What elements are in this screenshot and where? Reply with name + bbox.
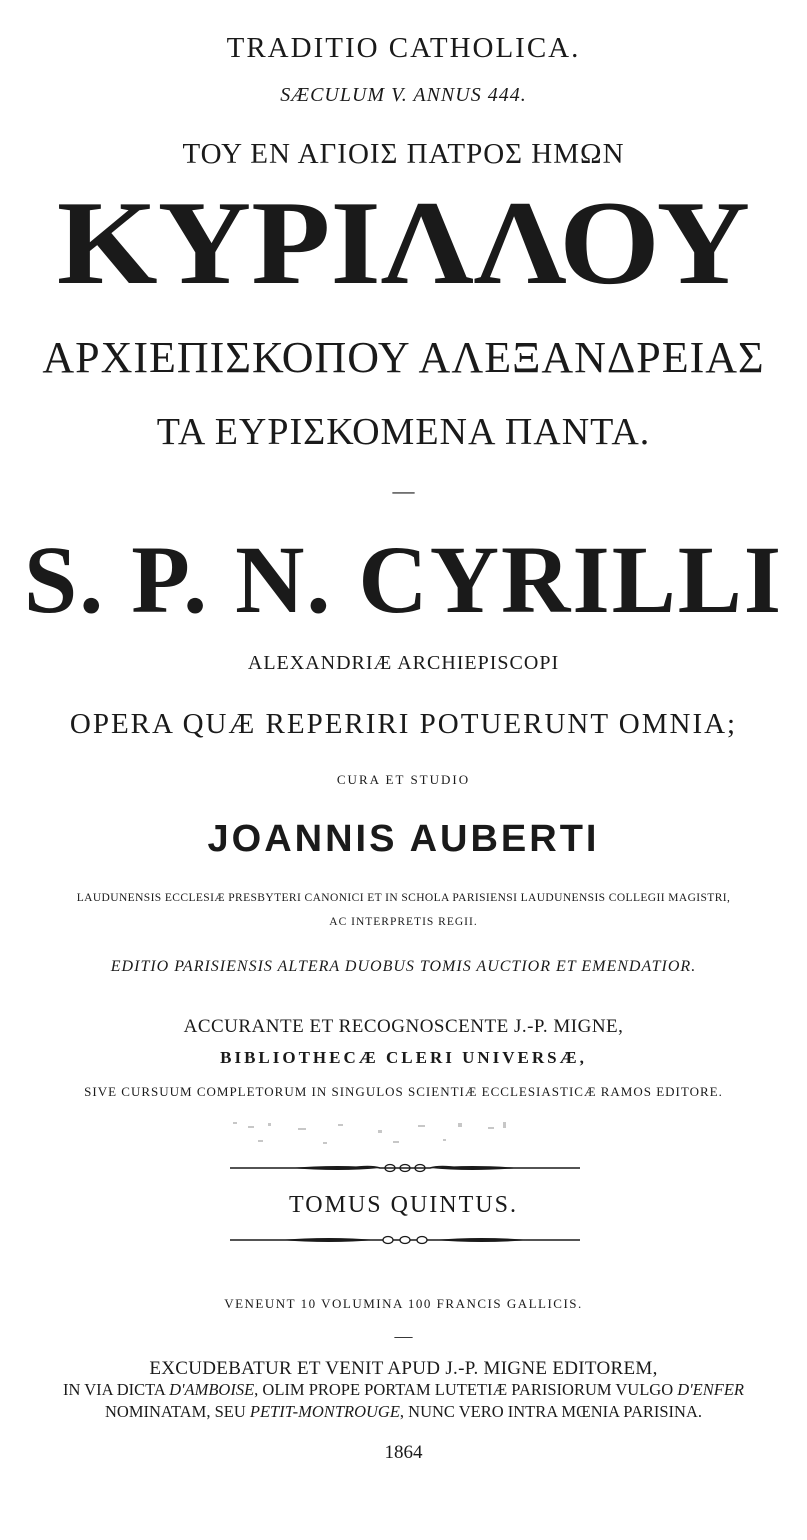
tomus-line: TOMUS QUINTUS.: [289, 1192, 518, 1218]
series-title: TRADITIO CATHOLICA.: [226, 32, 581, 64]
greek-office: ΑΡΧΙΕΠΙΣΚΟΠΟΥ ΑΛΕΞΑΝΔΡΕΙΑΣ: [42, 333, 765, 382]
separator-dash: —: [392, 478, 415, 503]
sive-line: SIVE CURSUUM COMPLETORUM IN SINGULOS SCIENTIÆ ECCLESIASTICÆ RAMOS EDITORE.: [84, 1084, 723, 1099]
imprint-line-2: [0, 1380, 807, 1400]
editor-description-2: AC INTERPRETIS REGII.: [329, 916, 478, 928]
veneunt-line: VENEUNT 10 VOLUMINA 100 FRANCIS GALLICIS.: [224, 1296, 583, 1311]
imprint-text: IN VIA DICTA: [62, 1380, 170, 1399]
period-line: SÆCULUM V. ANNUS 444.: [280, 84, 527, 106]
editor-description-1: LAUDUNENSIS ECCLESIÆ PRESBYTERI CANONICI ET IN SCHOLA PARISIENSI LAUDUNENSIS COLLEGII MAGISTRI,: [76, 892, 731, 904]
publication-year: 1864: [384, 1442, 423, 1463]
greek-works: ΤΑ ΕΥΡΙΣΚΟΜΕΝΑ ΠΑΝΤΑ.: [156, 411, 651, 453]
latin-works: OPERA QUÆ REPERIRI POTUERUNT OMNIA;: [69, 708, 738, 740]
greek-author-name: ΚΥΡΙΛΛΟΥ: [56, 176, 751, 309]
imprint-text: NOMINATAM, SEU: [104, 1402, 250, 1421]
greek-intro: ΤΟΥ ΕΝ ΑΓΙΟΙΣ ΠΑΤΡΟΣ ΗΜΩΝ: [182, 138, 625, 170]
bibliotheca-line: BIBLIOTHECÆ CLERI UNIVERSÆ,: [220, 1048, 587, 1067]
cura-line: CURA ET STUDIO: [336, 772, 471, 787]
edition-line: EDITIO PARISIENSIS ALTERA DUOBUS TOMIS AUCTIOR ET EMENDATIOR.: [110, 958, 697, 975]
latin-office: ALEXANDRIÆ ARCHIEPISCOPI: [247, 652, 560, 674]
imprint-line-1: EXCUDEBATUR ET VENIT APUD J.-P. MIGNE EDITOREM,: [149, 1358, 658, 1379]
latin-author-name: S. P. N. CYRILLI: [23, 526, 784, 633]
imprint-line-3: [0, 1402, 807, 1422]
accurante-line: ACCURANTE ET RECOGNOSCENTE J.-P. MIGNE,: [183, 1016, 624, 1037]
imprint-street-name: D'AMBOISE: [169, 1380, 255, 1399]
imprint-district-name: PETIT-MONTROUGE: [249, 1402, 400, 1421]
library-stamp-mark: [228, 1114, 528, 1154]
ornamental-rule-top: [230, 1158, 580, 1178]
editor-name: JOANNIS AUBERTI: [207, 818, 600, 860]
imprint-gate-name: D'ENFER: [677, 1380, 744, 1399]
ornamental-rule-bottom: [230, 1230, 580, 1250]
imprint-text: , NUNC VERO INTRA MŒNIA PARISINA.: [399, 1402, 702, 1421]
imprint-text: , OLIM PROPE PORTAM LUTETIÆ PARISIORUM VULGO: [254, 1380, 678, 1399]
separator-dash-2: —: [394, 1326, 413, 1346]
